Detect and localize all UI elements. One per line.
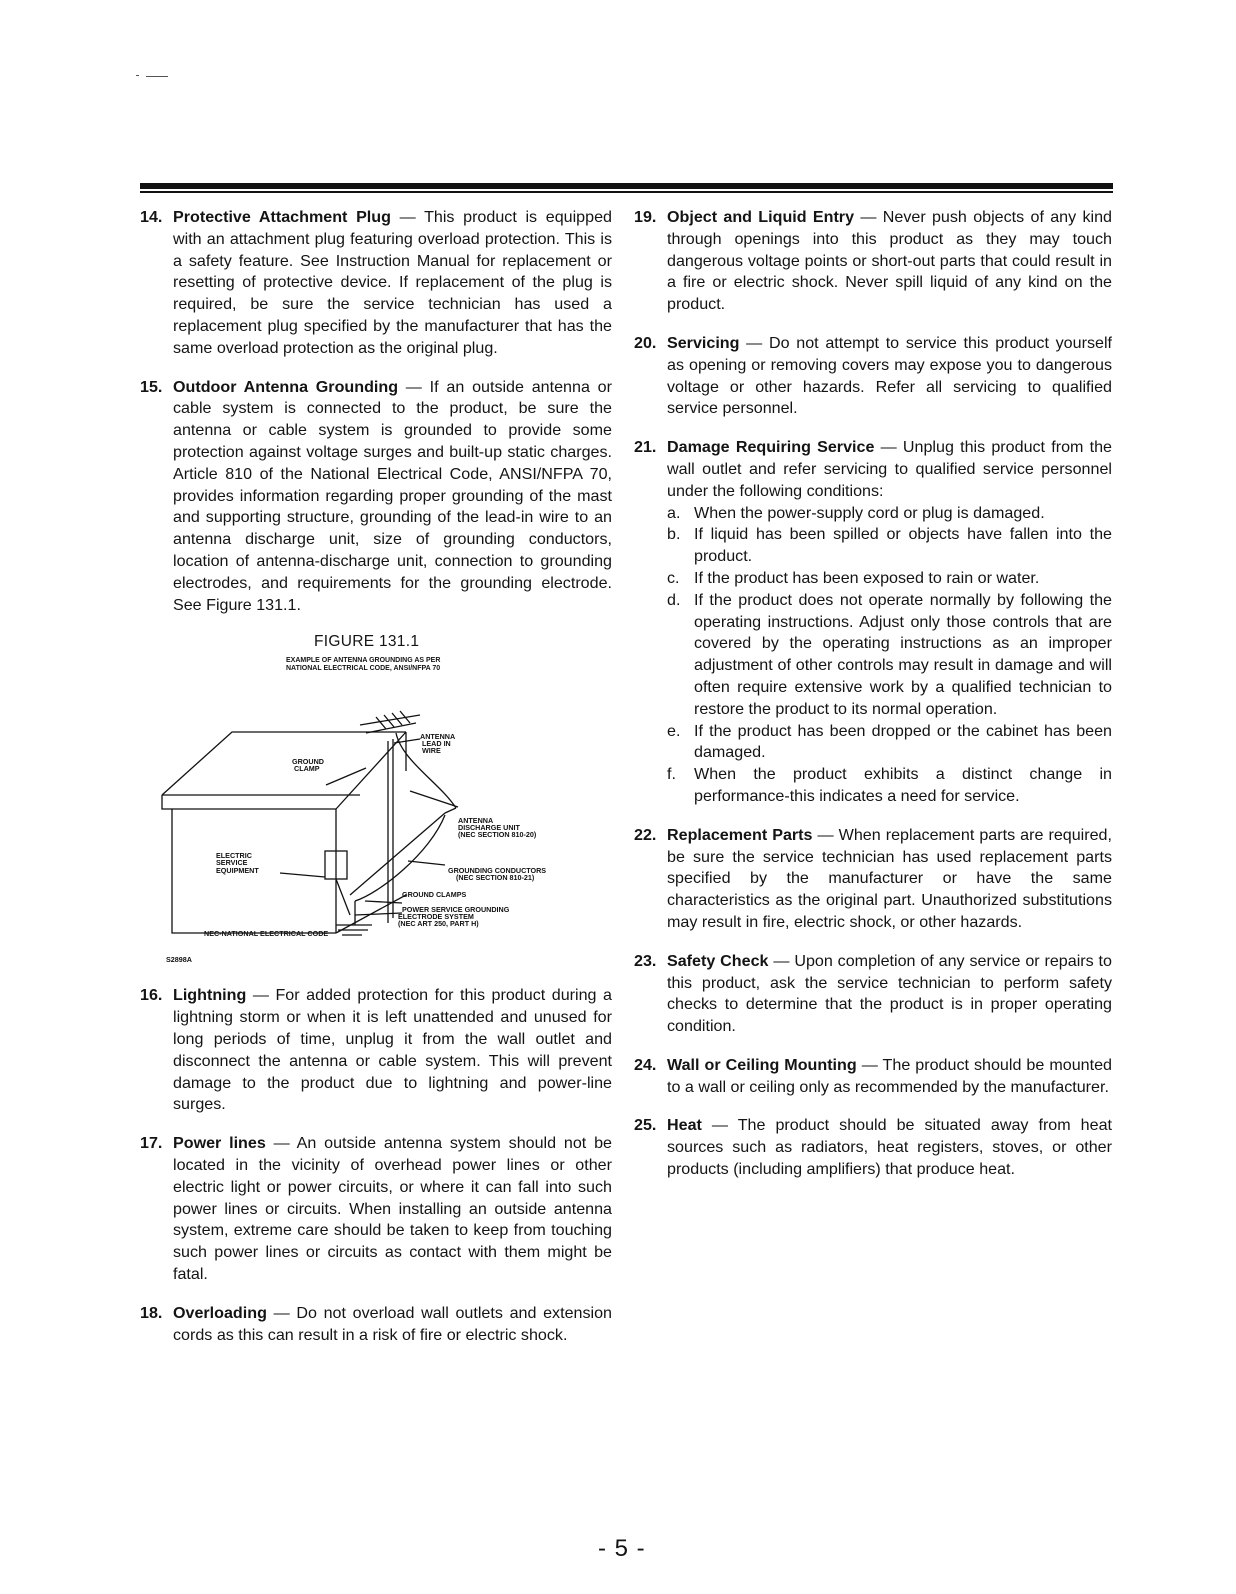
label-antenna-lead: LEAD IN: [422, 739, 451, 749]
item-number: 20.: [634, 333, 657, 352]
item-number: 17.: [140, 1134, 163, 1153]
item-title: Power lines: [173, 1134, 266, 1153]
condition-item: [667, 764, 1112, 808]
item-number: 19.: [634, 208, 657, 226]
figure-title: FIGURE 131.1: [314, 633, 420, 651]
item-title: Protective Attachment Plug: [173, 208, 391, 226]
figure-subtitle-line: NATIONAL ELECTRICAL CODE, ANSI/NFPA 70: [286, 665, 441, 673]
label-ground-clamp: GROUND: [292, 757, 324, 767]
label-ground-clamps: GROUND CLAMPS: [402, 890, 467, 900]
label-discharge-unit: ANTENNA: [458, 816, 494, 826]
item-text: — The product should be situated away from heat sources such as radiators, heat registers, stoves, or other products (including amplifiers) that produce heat.: [667, 1116, 1112, 1179]
item-20: [634, 333, 1112, 420]
condition-letter: b.: [667, 525, 681, 544]
condition-letter: f.: [667, 765, 676, 784]
item-title: Servicing: [667, 333, 740, 352]
item-text: — If an outside antenna or cable system is connected to the product, be sure the antenna or cable system is grounded to provide some protection against voltage surges and built-up static charges. Article 810 of the National Electrical Code, ANSI/NFPA 70, provides information regarding proper grounding of the mast and supporting structure, grounding of the lead-in wire to an antenna discharge unit, size of grounding conductors, location of antenna-discharge unit, connection to grounding electrodes, and requirements for the grounding electrode. See Figure 131.1.: [173, 377, 612, 614]
item-title: Wall or Ceiling Mounting: [667, 1055, 857, 1074]
condition-letter: d.: [667, 590, 681, 609]
item-18: [140, 1303, 612, 1347]
label-nec: NEC-NATIONAL ELECTRICAL CODE: [204, 929, 329, 939]
item-text: — This product is equipped with an attachment plug featuring overload protection. This is a safety feature. See Instruction Manual for replacement or resetting of protective device. If replacement of the plug is required, be sure the service technician has used a replacement plug specified by the manufacturer that has the same overload protection as the original plug.: [173, 208, 612, 357]
item-text: — Do not attempt to service this product yourself as opening or removing covers may expose you to dangerous voltage or other hazards. Refer all servicing to qualified service personnel.: [667, 333, 1112, 418]
item-text: — Do not overload wall outlets and extension cords as this can result in a risk of fire or electric shock.: [173, 1303, 612, 1344]
label-power-service: POWER SERVICE GROUNDING: [402, 905, 510, 915]
header-rule-thin: [140, 191, 1113, 193]
condition-text: If the product has been exposed to rain or water.: [694, 568, 1040, 587]
item-number: 14.: [140, 208, 163, 226]
condition-item: [667, 524, 1112, 568]
condition-item: [667, 503, 1112, 525]
item-number: 23.: [634, 951, 657, 970]
item-title: Overloading: [173, 1303, 267, 1322]
figure-subtitle-line: EXAMPLE OF ANTENNA GROUNDING AS PER: [286, 657, 441, 665]
label-electric-service: ELECTRIC: [216, 851, 252, 861]
item-24: [634, 1055, 1112, 1099]
label-electric-service: EQUIPMENT: [216, 866, 259, 876]
item-15: [140, 377, 612, 617]
label-antenna-lead: WIRE: [422, 746, 441, 756]
right-column: [634, 207, 1112, 1198]
label-discharge-unit: (NEC SECTION 810-20): [458, 830, 537, 840]
item-text: — Never push objects of any kind through openings into this product as they may touch dangerous voltage points or short-out parts that could result in a fire or electric shock. Never spill liquid of any kind on the product.: [667, 208, 1113, 314]
item-title: Lightning: [173, 986, 247, 1005]
item-title: Heat: [667, 1116, 702, 1135]
item-17: [140, 1133, 612, 1286]
item-text: — An outside antenna system should not be located in the vicinity of overhead power lines or other electric light or power circuits, or where it can fall into such power lines or circuits. When installing an outside antenna system, extreme care should be taken to keep from touching such power lines or circuits as contact with them might be fatal.: [173, 1134, 612, 1283]
label-discharge-unit: DISCHARGE UNIT: [458, 823, 520, 833]
page-number: - 5 -: [598, 1535, 646, 1562]
item-number: 18.: [140, 1303, 163, 1322]
item-number: 15.: [140, 377, 163, 396]
label-ground-clamp: CLAMP: [294, 764, 320, 774]
item-title: Damage Requiring Service: [667, 438, 875, 457]
condition-letter: e.: [667, 721, 681, 740]
item-16: [140, 985, 612, 1116]
diagram-labels: [166, 732, 546, 964]
item-23: [634, 951, 1112, 1038]
item-text: — For added protection for this product during a lightning storm or when it is left unattended and unused for long periods of time, unplug it from the wall outlet and disconnect the antenna or cable system. This will prevent damage to the product due to lightning and power-line surges.: [173, 986, 612, 1114]
item-title: Safety Check: [667, 951, 769, 970]
condition-text: When the product exhibits a distinct change in performance-this indicates a need for service.: [694, 765, 1112, 805]
item-title: Replacement Parts: [667, 825, 813, 844]
item-number: 16.: [140, 986, 163, 1005]
label-grounding-conductors: (NEC SECTION 810-21): [456, 873, 535, 883]
item-25: [634, 1115, 1112, 1180]
item-number: 25.: [634, 1116, 657, 1135]
item-title: Outdoor Antenna Grounding: [173, 377, 399, 396]
item-text: — Upon completion of any service or repairs to this product, ask the service technician to perform safety checks to determine that the product is in proper operating condition.: [667, 951, 1112, 1036]
item-number: 21.: [634, 438, 657, 457]
label-electric-service: SERVICE: [216, 858, 248, 868]
antenna-grounding-diagram: [140, 633, 612, 965]
header-rule: [140, 183, 1113, 189]
item-text: — The product should be mounted to a wall or ceiling only as recommended by the manufacturer.: [667, 1055, 1112, 1096]
item-text: — When replacement parts are required, be sure the service technician has used replacement parts specified by the manufacturer or have the same characteristics as the original part. Unauthorized substitutions may result in fire, electric shock, or other hazards.: [667, 825, 1112, 931]
condition-text: If liquid has been spilled or objects have fallen into the product.: [694, 525, 1112, 566]
condition-letter: c.: [667, 568, 680, 587]
condition-letter: a.: [667, 503, 681, 522]
label-power-service: (NEC ART 250, PART H): [398, 919, 479, 929]
label-grounding-conductors: GROUNDING CONDUCTORS: [448, 866, 547, 876]
condition-text: When the power-supply cord or plug is damaged.: [694, 503, 1045, 522]
antenna-grounding-figure: [140, 633, 612, 965]
item-title: Object and Liquid Entry: [667, 208, 855, 226]
scan-speck: [146, 76, 168, 77]
condition-text: If the product does not operate normally by following the operating instructions. Adjust only those controls that are covered by the operating instructions as an improper adjustment of other controls may result in damage and will often require extensive work by a qualified technician to restore the product to its normal operation.: [694, 590, 1112, 718]
item-14: [140, 207, 612, 360]
item-22: [634, 825, 1112, 934]
figure-subtitle: [286, 657, 526, 673]
condition-list: [667, 503, 1112, 808]
item-number: 22.: [634, 825, 657, 844]
item-21: [634, 437, 1112, 808]
label-antenna-lead: ANTENNA: [420, 732, 456, 742]
condition-item: [667, 568, 1112, 590]
item-number: 24.: [634, 1055, 657, 1074]
scan-speck: [136, 75, 139, 76]
label-figure-code: S2898A: [166, 955, 192, 965]
left-column: [140, 207, 612, 1363]
item-text: — Unplug this product from the wall outlet and refer servicing to qualified service personnel under the following conditions:: [667, 438, 1112, 500]
condition-item: [667, 590, 1112, 721]
condition-item: [667, 721, 1112, 765]
item-19: [634, 207, 1112, 316]
label-power-service: ELECTRODE SYSTEM: [398, 912, 474, 922]
condition-text: If the product has been dropped or the cabinet has been damaged.: [694, 721, 1112, 762]
